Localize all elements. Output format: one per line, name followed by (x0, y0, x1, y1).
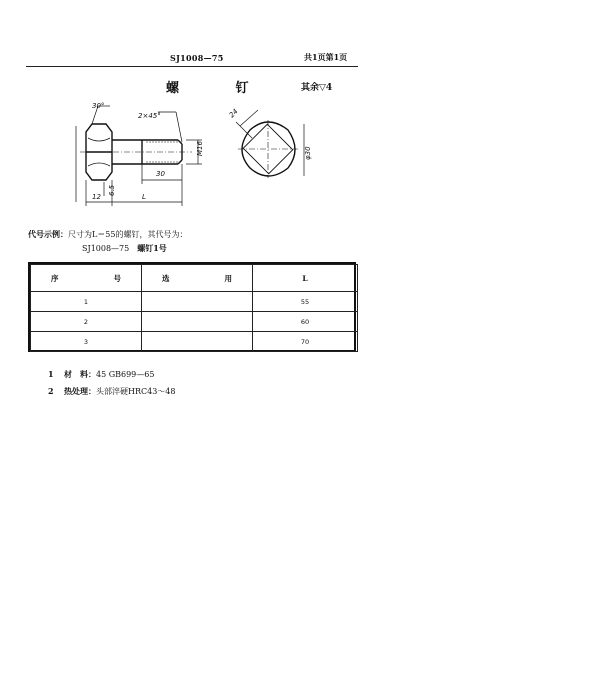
table-row (31, 292, 358, 312)
dim-head-height: 12 (92, 193, 101, 201)
dim-thread-length: 30 (156, 170, 165, 178)
example-text: 尺寸为L＝55的螺钉，其代号为： (68, 230, 188, 239)
code-mark: 螺钉1号 (137, 243, 167, 253)
designation-code (82, 243, 167, 254)
technical-notes (48, 366, 175, 400)
dim-head-side: 6.5 (108, 184, 116, 196)
dim-chamfer: 2×45° (138, 112, 161, 120)
note-item (48, 383, 175, 400)
page-info: 共1页第1页 (304, 52, 348, 62)
cell-seq: 2 (31, 312, 142, 332)
note-number: 1 (48, 369, 54, 379)
header-select: 选 用 (142, 265, 253, 292)
cell-select (142, 312, 253, 332)
example-lead: 代号示例： (28, 229, 68, 239)
head-end-view (236, 110, 304, 178)
code-standard: SJ1008—75 (82, 244, 130, 253)
cell-length: 60 (253, 312, 358, 332)
cell-seq: 1 (31, 292, 142, 312)
note-key: 材 料： (64, 369, 96, 379)
header-rule (26, 66, 358, 67)
note-key: 热处理： (64, 386, 96, 396)
note-text: 头部淬硬HRC43～48 (96, 387, 176, 396)
dim-thread: M16 (196, 141, 204, 156)
cell-length: 70 (253, 332, 358, 352)
designation-example (28, 229, 188, 240)
cell-seq: 3 (31, 332, 142, 352)
dim-across-flats: 24 (227, 107, 240, 120)
screw-drawing (26, 96, 358, 216)
size-table (28, 262, 356, 352)
screw-drawing-svg (26, 96, 358, 216)
dimension-lines (76, 106, 202, 206)
note-item (48, 366, 175, 383)
surface-roughness-note: 其余▽4 (301, 83, 333, 93)
table-row (31, 332, 358, 352)
note-number: 2 (48, 386, 54, 396)
table-header-row (31, 265, 358, 292)
dim-length: L (142, 193, 146, 201)
size-table-grid (30, 264, 358, 352)
header-length: L (253, 265, 358, 292)
dim-diameter: φ30 (304, 146, 312, 160)
document-title: 螺 钉 (166, 81, 275, 96)
note-text: 45 GB699—65 (96, 370, 155, 379)
cell-select (142, 332, 253, 352)
dim-angle: 30° (92, 102, 105, 110)
table-row (31, 312, 358, 332)
header-seq: 序 号 (31, 265, 142, 292)
standard-number: SJ1008—75 (170, 53, 224, 63)
cell-length: 55 (253, 292, 358, 312)
cell-select (142, 292, 253, 312)
